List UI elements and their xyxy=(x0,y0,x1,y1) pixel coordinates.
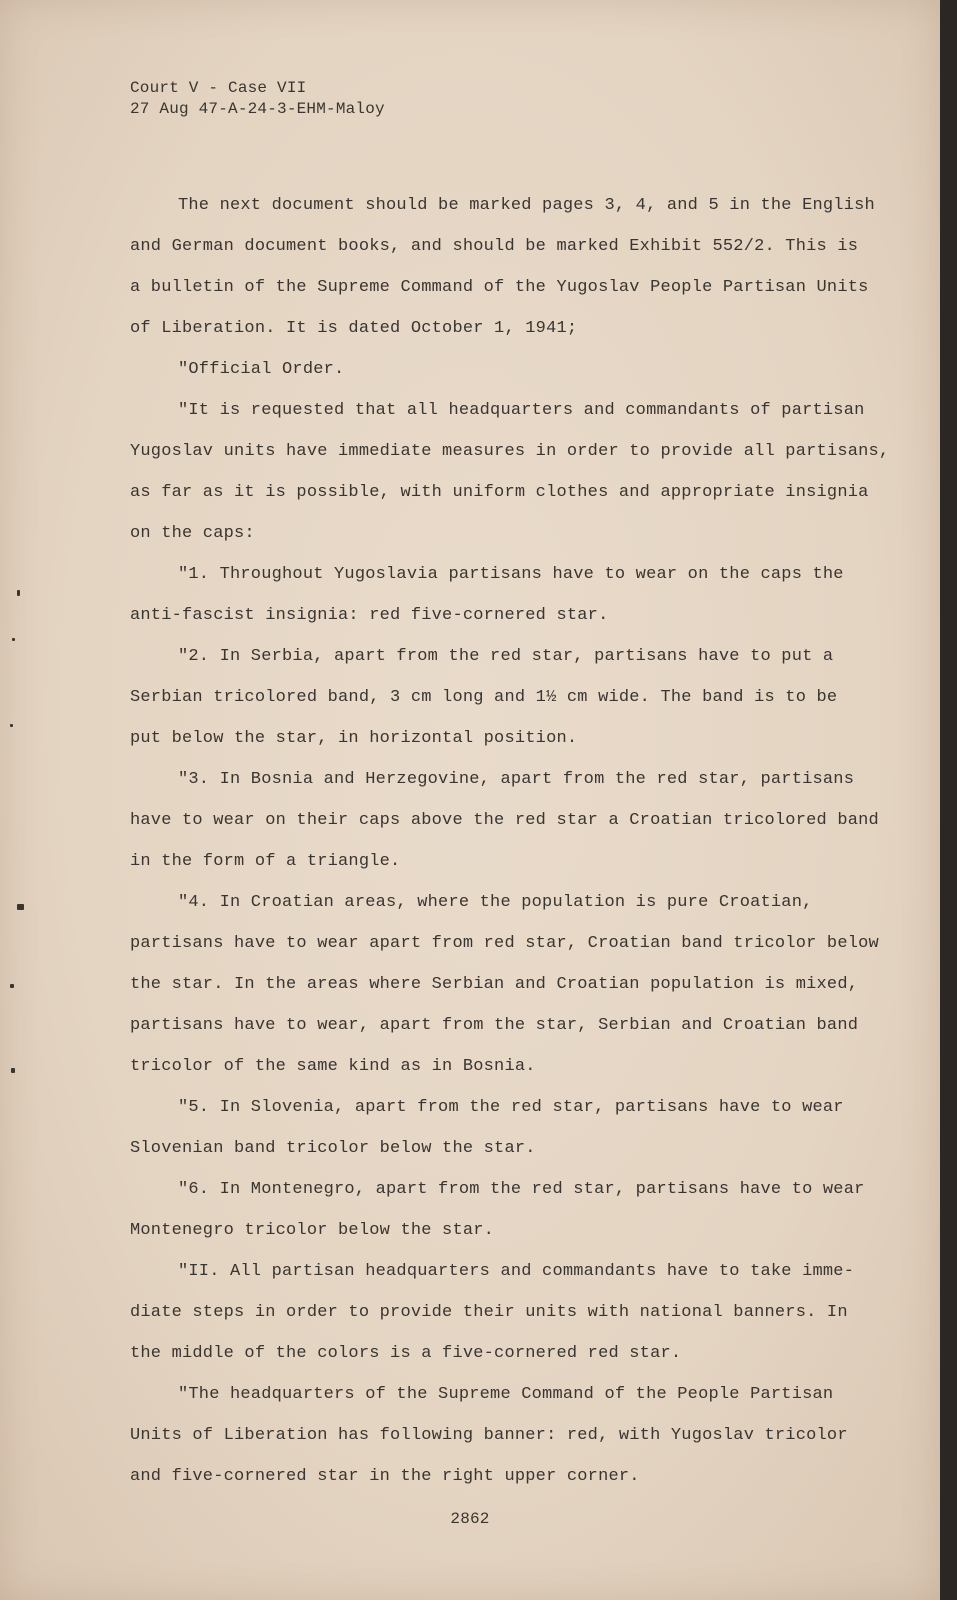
body-line: anti-fascist insignia: red five-cornered star. xyxy=(130,606,609,625)
margin-mark xyxy=(10,984,14,988)
body-line: "II. All partisan headquarters and commandants have to take imme- xyxy=(178,1262,855,1281)
document-header xyxy=(130,78,385,120)
body-line: of Liberation. It is dated October 1, 1941; xyxy=(130,319,578,338)
body-line: on the caps: xyxy=(130,524,255,543)
body-line: the middle of the colors is a five-cornered red star. xyxy=(130,1344,682,1363)
margin-mark xyxy=(17,904,24,910)
body-line: "2. In Serbia, apart from the red star, partisans have to put a xyxy=(178,647,834,666)
body-line: tricolor of the same kind as in Bosnia. xyxy=(130,1057,536,1076)
body-line: "6. In Montenegro, apart from the red star, partisans have to wear xyxy=(178,1180,865,1199)
header-court-line: Court V - Case VII xyxy=(130,79,307,97)
body-line: Montenegro tricolor below the star. xyxy=(130,1221,495,1240)
margin-mark xyxy=(17,590,20,596)
body-line: a bulletin of the Supreme Command of the Yugoslav People Partisan Units xyxy=(130,278,869,297)
body-line: and German document books, and should be marked Exhibit 552/2. This is xyxy=(130,237,859,256)
page-number: 2862 xyxy=(450,1510,490,1528)
body-line: Serbian tricolored band, 3 cm long and 1½ cm wide. The band is to be xyxy=(130,688,838,707)
body-line: in the form of a triangle. xyxy=(130,852,401,871)
body-line: and five-cornered star in the right upper corner. xyxy=(130,1467,640,1486)
body-line: have to wear on their caps above the red star a Croatian tricolored band xyxy=(130,811,879,830)
body-line: The next document should be marked pages 3, 4, and 5 in the English xyxy=(178,196,875,215)
body-line: "The headquarters of the Supreme Command of the People Partisan xyxy=(178,1385,834,1404)
body-line: "5. In Slovenia, apart from the red star, partisans have to wear xyxy=(178,1098,844,1117)
body-line: "3. In Bosnia and Herzegovine, apart from the red star, partisans xyxy=(178,770,855,789)
body-line: Yugoslav units have immediate measures in order to provide all partisans, xyxy=(130,442,890,461)
body-line: "4. In Croatian areas, where the population is pure Croatian, xyxy=(178,893,813,912)
body-line: "It is requested that all headquarters and commandants of partisan xyxy=(178,401,865,420)
body-line: put below the star, in horizontal position. xyxy=(130,729,578,748)
body-line: as far as it is possible, with uniform clothes and appropriate insignia xyxy=(130,483,869,502)
header-date-line: 27 Aug 47-A-24-3-EHM-Maloy xyxy=(130,100,385,118)
body-line: partisans have to wear, apart from the star, Serbian and Croatian band xyxy=(130,1016,859,1035)
body-line: Slovenian band tricolor below the star. xyxy=(130,1139,536,1158)
margin-mark xyxy=(10,724,13,727)
body-line: the star. In the areas where Serbian and Croatian population is mixed, xyxy=(130,975,859,994)
margin-mark xyxy=(12,638,15,641)
document-body xyxy=(130,185,890,1497)
body-line: Units of Liberation has following banner: red, with Yugoslav tricolor xyxy=(130,1426,848,1445)
body-line: partisans have to wear apart from red star, Croatian band tricolor below xyxy=(130,934,879,953)
body-line: "Official Order. xyxy=(178,360,345,379)
margin-mark xyxy=(11,1068,15,1073)
body-line: diate steps in order to provide their units with national banners. In xyxy=(130,1303,848,1322)
body-line: "1. Throughout Yugoslavia partisans have to wear on the caps the xyxy=(178,565,844,584)
